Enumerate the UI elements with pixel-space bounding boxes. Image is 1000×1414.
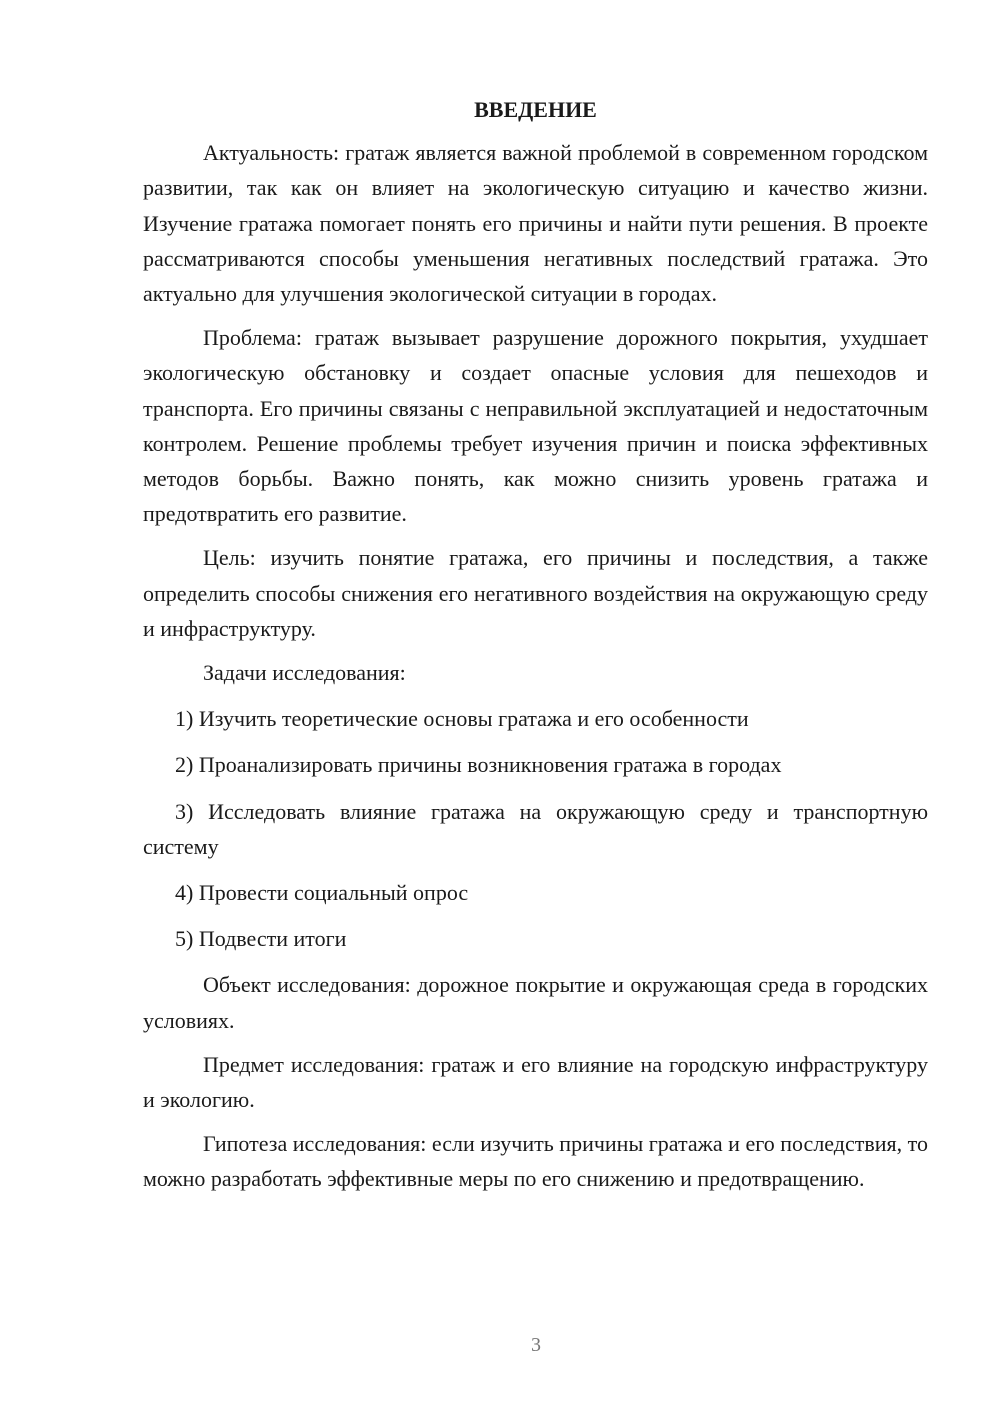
task-item: 4) Провести социальный опрос bbox=[175, 880, 469, 906]
paragraph-goal: Цель: изучить понятие гратажа, его причины и последствия, а также определить способы снижения его негативного воздействия на окружающую среду и инфраструктуру. bbox=[143, 545, 928, 641]
task-item: 1) Изучить теоретические основы гратажа и его особенности bbox=[175, 706, 749, 732]
paragraph-hypothesis: Гипотеза исследования: если изучить причины гратажа и его последствия, то можно разработать эффективные меры по его снижению и предотвращению. bbox=[143, 1131, 928, 1192]
paragraph-subject: Предмет исследования: гратаж и его влияние на городскую инфраструктуру и экологию. bbox=[143, 1051, 928, 1113]
page-number: 3 bbox=[531, 1334, 541, 1356]
document-page bbox=[143, 92, 928, 1206]
task-item: 2) Проанализировать причины возникновения гратажа в городах bbox=[175, 752, 782, 778]
paragraph-relevance: Актуальность: гратаж является важной проблемой в современном городском развитии, так как он влияет на экологическую ситуацию и качество жизни. Изучение гратажа помогает понять его причины и найти пути решения. В проекте рассматриваются способы уменьшения негативных последствий гратажа. Это актуально для улучшения экологической ситуации в городах. bbox=[143, 140, 928, 307]
task-item: 5) Подвести итоги bbox=[175, 926, 347, 952]
task-item: 3) Исследовать влияние гратажа на окружающую среду и транспортную систему bbox=[143, 798, 928, 859]
paragraph-problem: Проблема: гратаж вызывает разрушение дорожного покрытия, ухудшает экологическую обстановку и создает опасные условия для пешеходов и транспорта. Его причины связаны с неправильной эксплуатацией и недостаточным контролем. Решение проблемы требует изучения причин и поиска эффективных методов борьбы. Важно понять, как можно снизить уровень гратажа и предотвратить его развитие. bbox=[143, 325, 928, 527]
page-title: ВВЕДЕНИЕ bbox=[474, 97, 597, 122]
tasks-label: Задачи исследования: bbox=[203, 660, 406, 686]
paragraph-object: Объект исследования: дорожное покрытие и окружающая среда в городских условиях. bbox=[143, 972, 928, 1033]
